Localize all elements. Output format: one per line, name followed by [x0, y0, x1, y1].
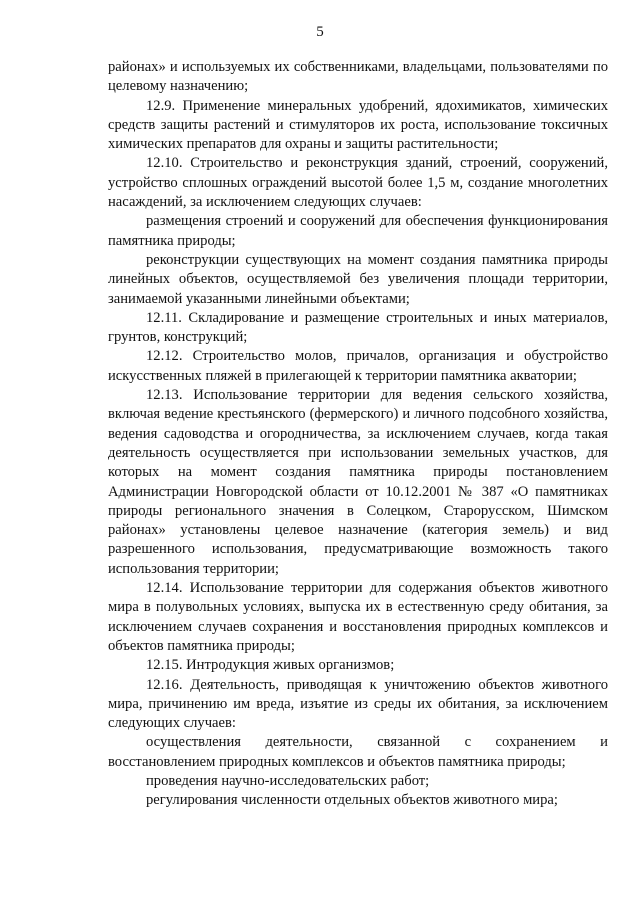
paragraph: 12.16. Деятельность, приводящая к уничтожению объектов животного мира, причинению им вреда, изъятие из среды их обитания, за исключением следующих случаев: [108, 676, 608, 732]
paragraph: 12.15. Интродукция живых организмов; [146, 657, 395, 674]
paragraph: размещения строений и сооружений для обеспечения функционирования памятника природы; [108, 213, 608, 249]
paragraph: осуществления деятельности, связанной с сохранением и восстановлением природных комплексов и объектов памятника природы; [108, 734, 608, 770]
paragraph: реконструкции существующих на момент создания памятника природы линейных объектов, осуществляемой без увеличения площади территории, занимаемой указанными линейными объектами; [108, 251, 608, 307]
paragraph: 12.14. Использование территории для содержания объектов животного мира в полувольных условиях, выпуска их в естественную среду обитания, за исключением случаев сохранения и восстановления природных комплексов и объектов памятника природы; [108, 580, 608, 654]
paragraph: 12.9. Применение минеральных удобрений, ядохимикатов, химических средств защиты растений и стимуляторов их роста, использование токсичных химических препаратов для охраны и защиты растительности; [108, 97, 608, 153]
document-body [108, 58, 608, 811]
paragraph: 12.12. Строительство молов, причалов, организация и обустройство искусственных пляжей в прилегающей к территории памятника акватории; [108, 348, 608, 384]
paragraph: проведения научно-исследовательских работ; [146, 772, 430, 789]
paragraph: 12.13. Использование территории для ведения сельского хозяйства, включая ведение крестьянского (фермерского) и личного подсобного хозяйства, ведения садоводства и огородничества, за исключением случаев, когда такая деятельность осуществляется при использовании земельных участков, для которых на момент создания памятника природы постановлением Администрации Новгородской области от 10.12.2001 № 387 «О памятниках природы регионального значения в Солецком, Старорусском, Шимском районах» установлены целевое назначение (категория земель) и вид разрешенного использования, предусматривающие возможность такого использования территории; [108, 387, 608, 577]
paragraph: 12.11. Складирование и размещение строительных и иных материалов, грунтов, конструкций; [108, 309, 608, 346]
paragraph: 12.10. Строительство и реконструкция зданий, строений, сооружений, устройство сплошных ограждений высотой более 1,5 м, создание многолетних насаждений, за исключением следующих случаев: [108, 155, 608, 211]
page-number: 5 [316, 24, 324, 40]
paragraph: регулирования численности отдельных объектов животного мира; [146, 792, 558, 809]
paragraph: районах» и используемых их собственниками, владельцами, пользователями по целевому назначению; [108, 59, 608, 95]
